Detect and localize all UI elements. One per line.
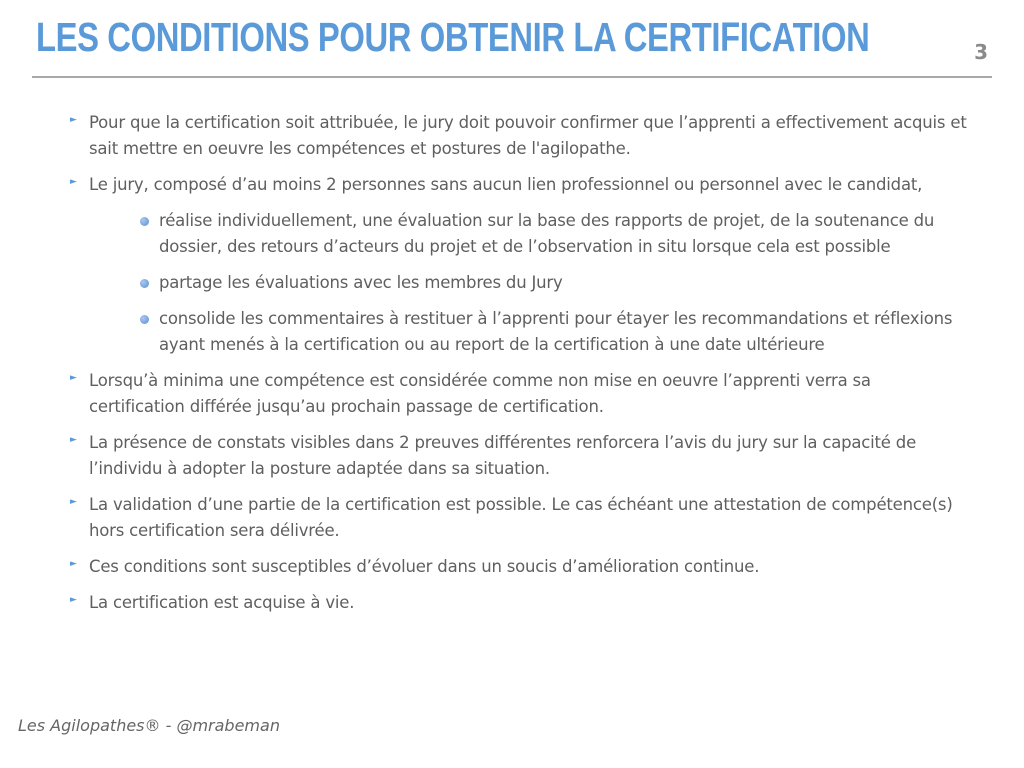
list-item-text: Le jury, composé d’au moins 2 personnes sans aucun lien professionnel ou personnel avec le candidat, bbox=[89, 175, 923, 194]
list-item-text: La certification est acquise à vie. bbox=[89, 593, 355, 612]
triangle-bullet-icon: ► bbox=[70, 115, 77, 125]
triangle-bullet-icon: ► bbox=[70, 559, 77, 569]
sub-list-item-text: partage les évaluations avec les membres du Jury bbox=[159, 273, 563, 292]
list-item bbox=[70, 430, 969, 482]
list-item bbox=[70, 172, 969, 198]
sub-list-item bbox=[159, 270, 969, 296]
sub-list-item-text: consolide les commentaires à restituer à l’apprenti pour étayer les recommandations et réflexions ayant menés à la certification ou au report de la certification à une date ultérieure bbox=[159, 309, 953, 354]
footer-credit: Les Agilopathes® - @mrabeman bbox=[18, 716, 280, 735]
triangle-bullet-icon: ► bbox=[70, 373, 77, 383]
list-item-text: Ces conditions sont susceptibles d’évoluer dans un soucis d’amélioration continue. bbox=[89, 557, 760, 576]
triangle-bullet-icon: ► bbox=[70, 497, 77, 507]
title-divider bbox=[32, 76, 992, 78]
circle-bullet-icon bbox=[140, 279, 149, 288]
list-item-text: Lorsqu’à minima une compétence est considérée comme non mise en oeuvre l’apprenti verra sa certification différée jusqu’au prochain passage de certification. bbox=[89, 371, 871, 416]
list-item-text: La validation d’une partie de la certification est possible. Le cas échéant une attestation de compétence(s) hors certification sera délivrée. bbox=[89, 495, 953, 540]
list-item bbox=[70, 590, 969, 616]
triangle-bullet-icon: ► bbox=[70, 595, 77, 605]
list-item bbox=[70, 492, 969, 544]
list-item bbox=[70, 110, 969, 162]
triangle-bullet-icon: ► bbox=[70, 177, 77, 187]
page-number: 3 bbox=[974, 40, 988, 64]
list-item bbox=[70, 368, 969, 420]
bullet-list bbox=[0, 110, 1024, 626]
sub-list-item-text: réalise individuellement, une évaluation sur la base des rapports de projet, de la soutenance du dossier, des retours d’acteurs du projet et de l’observation in situ lorsque cela est possible bbox=[159, 211, 935, 256]
slide-title: LES CONDITIONS POUR OBTENIR LA CERTIFICATION bbox=[36, 14, 870, 60]
triangle-bullet-icon: ► bbox=[70, 435, 77, 445]
circle-bullet-icon bbox=[140, 315, 149, 324]
list-item-text: La présence de constats visibles dans 2 preuves différentes renforcera l’avis du jury sur la capacité de l’individu à adopter la posture adaptée dans sa situation. bbox=[89, 433, 917, 478]
sub-list-item bbox=[159, 208, 969, 260]
circle-bullet-icon bbox=[140, 217, 149, 226]
list-item bbox=[70, 554, 969, 580]
sub-list-item bbox=[159, 306, 969, 358]
list-item-text: Pour que la certification soit attribuée, le jury doit pouvoir confirmer que l’apprenti a effectivement acquis et sait mettre en oeuvre les compétences et postures de l'agilopathe. bbox=[89, 113, 967, 158]
